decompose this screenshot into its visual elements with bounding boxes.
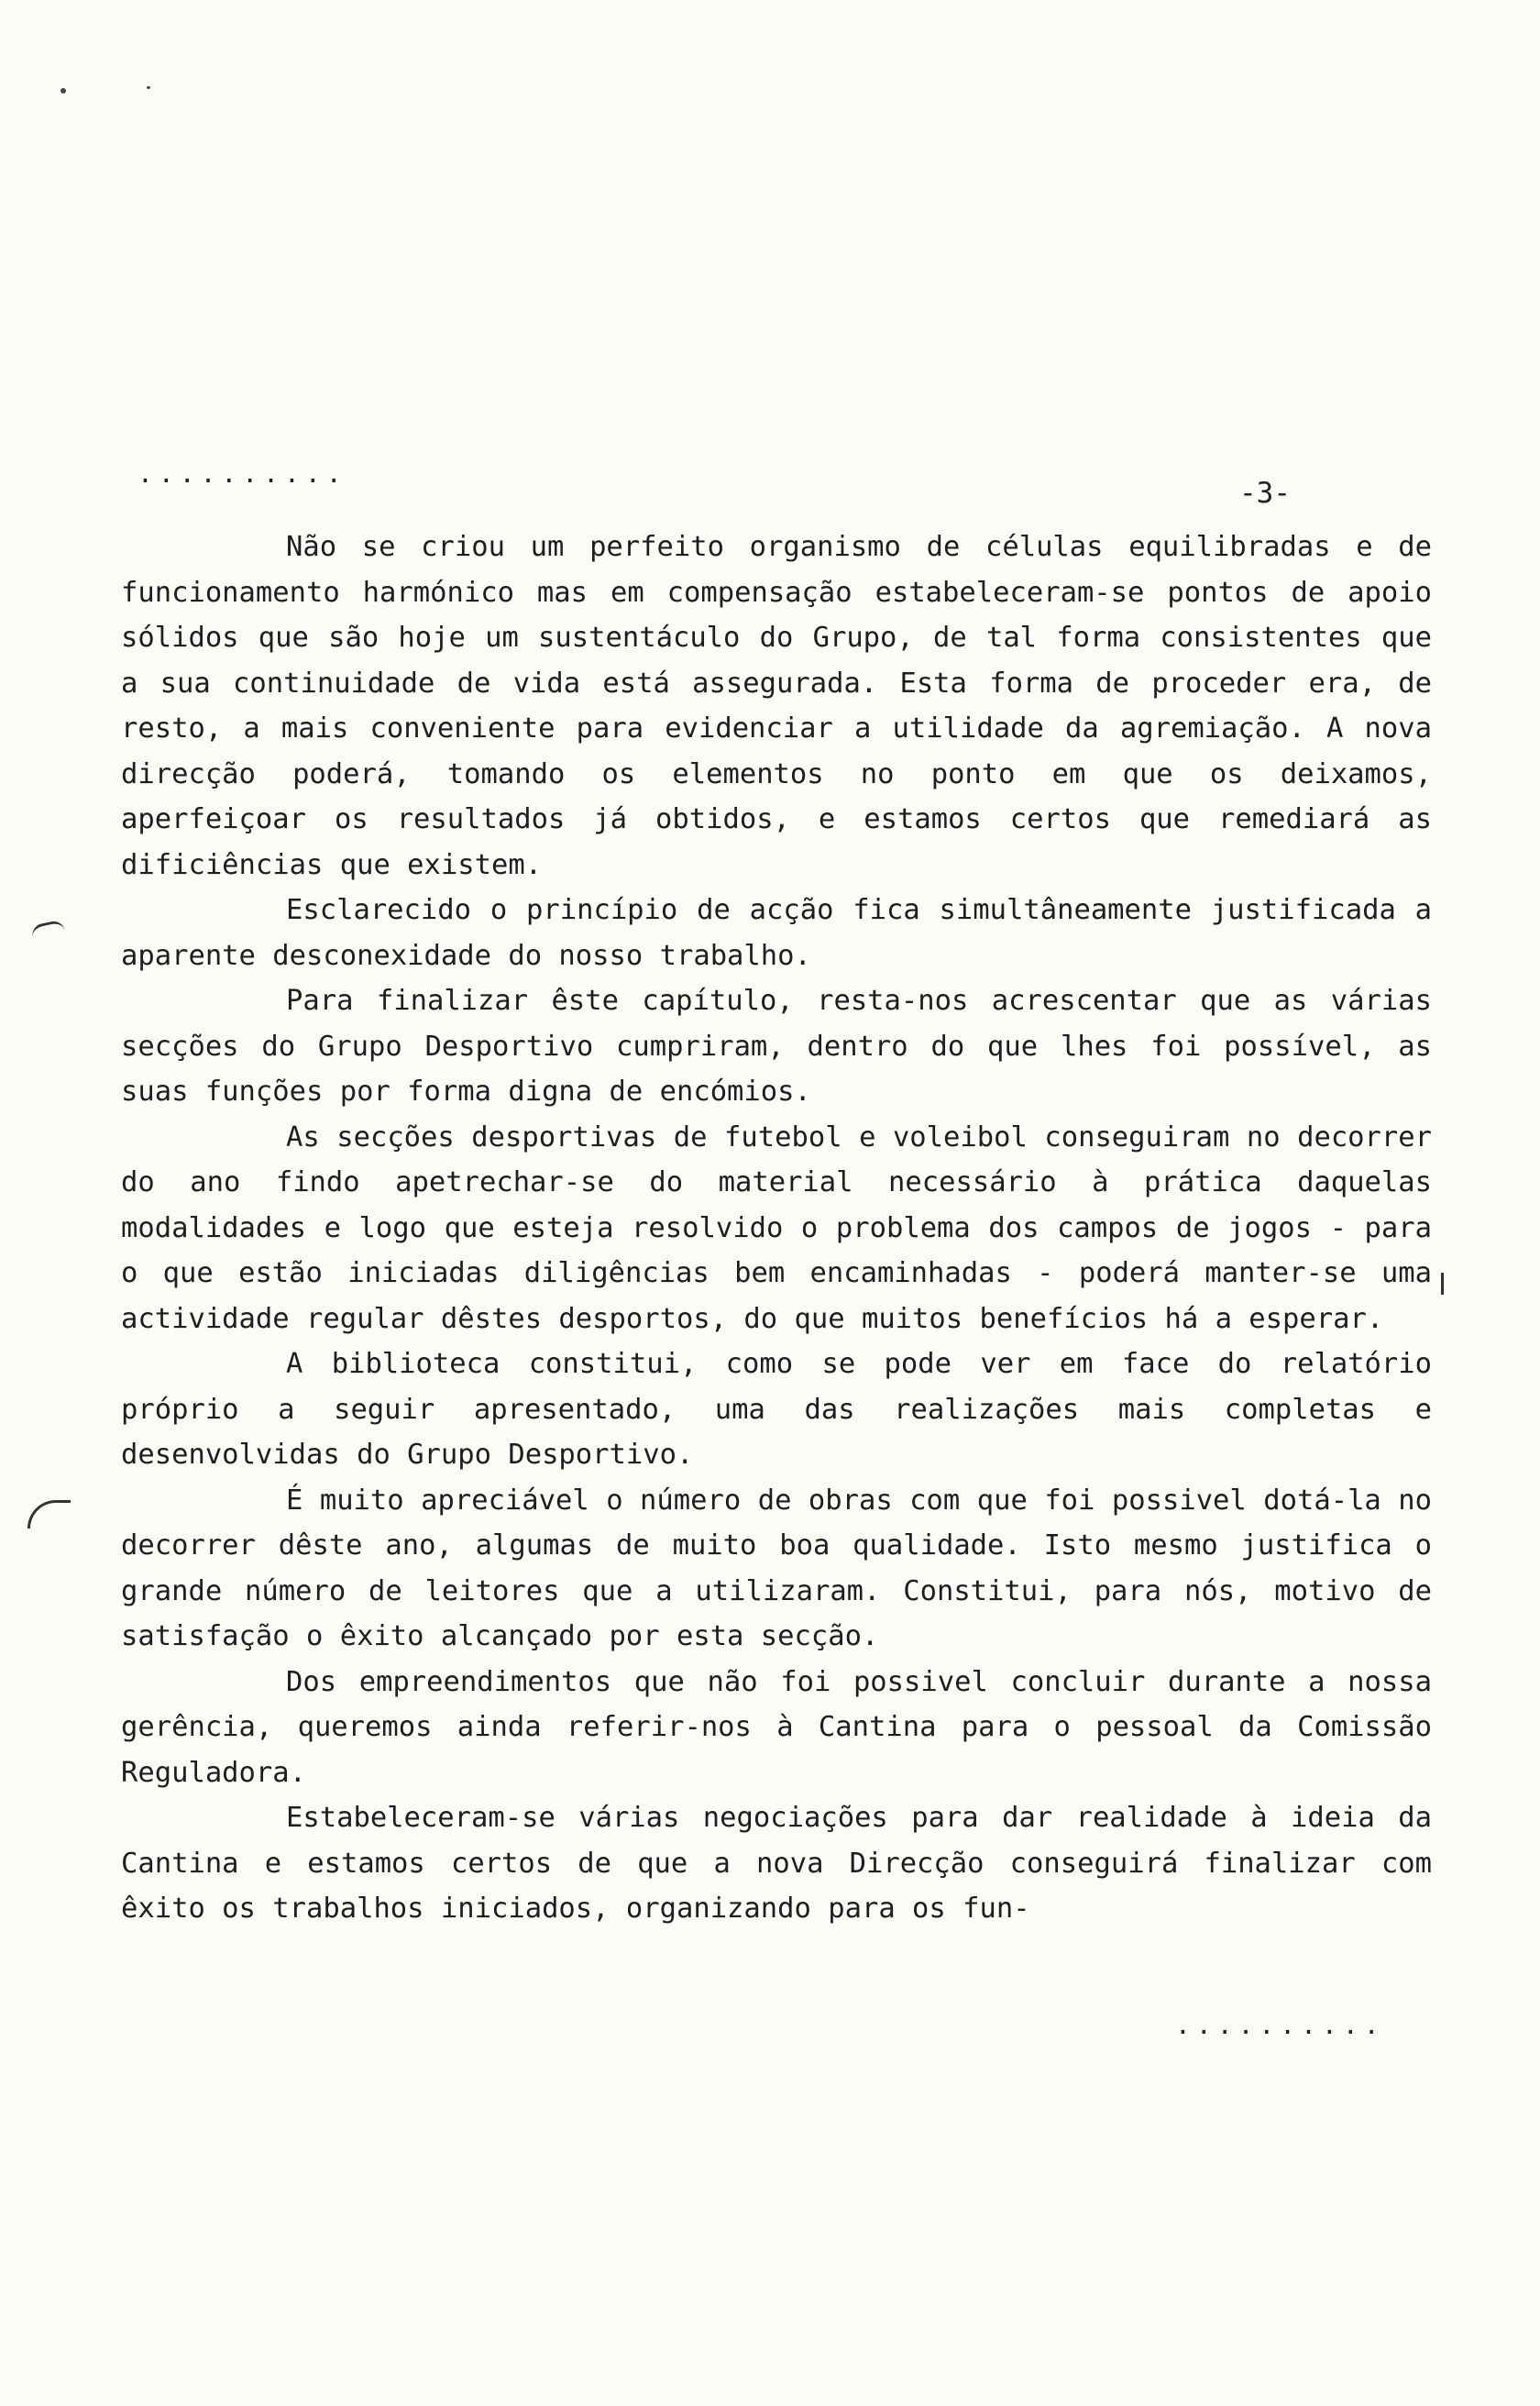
- continuation-dots-top: ..........: [138, 458, 347, 489]
- paragraph: Não se criou um perfeito organismo de células equilibradas e de funcionamento harmónico mas em compensação estabeleceram-se pontos de apoio sólidos que são hoje um sustentáculo do Grupo, de tal forma consistentes que a sua continuidade de vida está assegurada. Esta forma de proceder era, de resto, a mais conveniente para evidenciar a utilidade da agremiação. A nova direcção poderá, tomando os elementos no ponto em que os deixamos, aperfeiçoar os resultados já obtidos, e estamos certos que remediará as dificiências que existem.: [121, 531, 1432, 881]
- paragraph: Para finalizar êste capítulo, resta-nos acrescentar que as várias secções do Grupo Desportivo cumpriram, dentro do que lhes foi possível, as suas funções por forma digna de encómios.: [121, 985, 1432, 1108]
- paragraph: Esclarecido o princípio de acção fica simultâneamente justificada a aparente desconexidade do nosso trabalho.: [121, 894, 1432, 972]
- page-number: -3-: [1239, 477, 1291, 510]
- continuation-dots-bottom: ..........: [1175, 2010, 1385, 2040]
- ink-speck: [147, 86, 150, 89]
- margin-pen-mark: [1441, 1273, 1444, 1295]
- paragraph: A biblioteca constitui, como se pode ver em face do relatório próprio a seguir apresentado, uma das realizações mais completas e desenvolvidas do Grupo Desportivo.: [121, 1348, 1432, 1471]
- margin-pen-mark: [30, 919, 65, 937]
- paragraph: Estabeleceram-se várias negociações para dar realidade à ideia da Cantina e estamos certos de que a nova Direcção conseguirá finalizar com êxito os trabalhos iniciados, organizando para os fun-: [121, 1802, 1432, 1925]
- paragraph: As secções desportivas de futebol e voleibol conseguiram no decorrer do ano findo apetrechar-se do material necessário à prática daquelas modalidades e logo que esteja resolvido o problema dos campos de jogos - para o que estão iniciadas diligências bem encaminhadas - poderá manter-se uma actividade regular dêstes desportos, do que muitos benefícios há a esperar.: [121, 1120, 1432, 1335]
- paragraph: Dos empreendimentos que não foi possivel concluir durante a nossa gerência, queremos ainda referir-nos à Cantina para o pessoal da Comissão Reguladora.: [121, 1665, 1432, 1789]
- paragraph: É muito apreciável o número de obras com que foi possivel dotá-la no decorrer dêste ano, algumas de muito boa qualidade. Isto mesmo justifica o grande número de leitores que a utilizaram. Constitui, para nós, motivo de satisfação o êxito alcançado por esta secção.: [121, 1484, 1432, 1652]
- ink-speck: [60, 88, 66, 94]
- margin-pen-mark: [28, 1500, 71, 1529]
- document-body: [121, 524, 1432, 1932]
